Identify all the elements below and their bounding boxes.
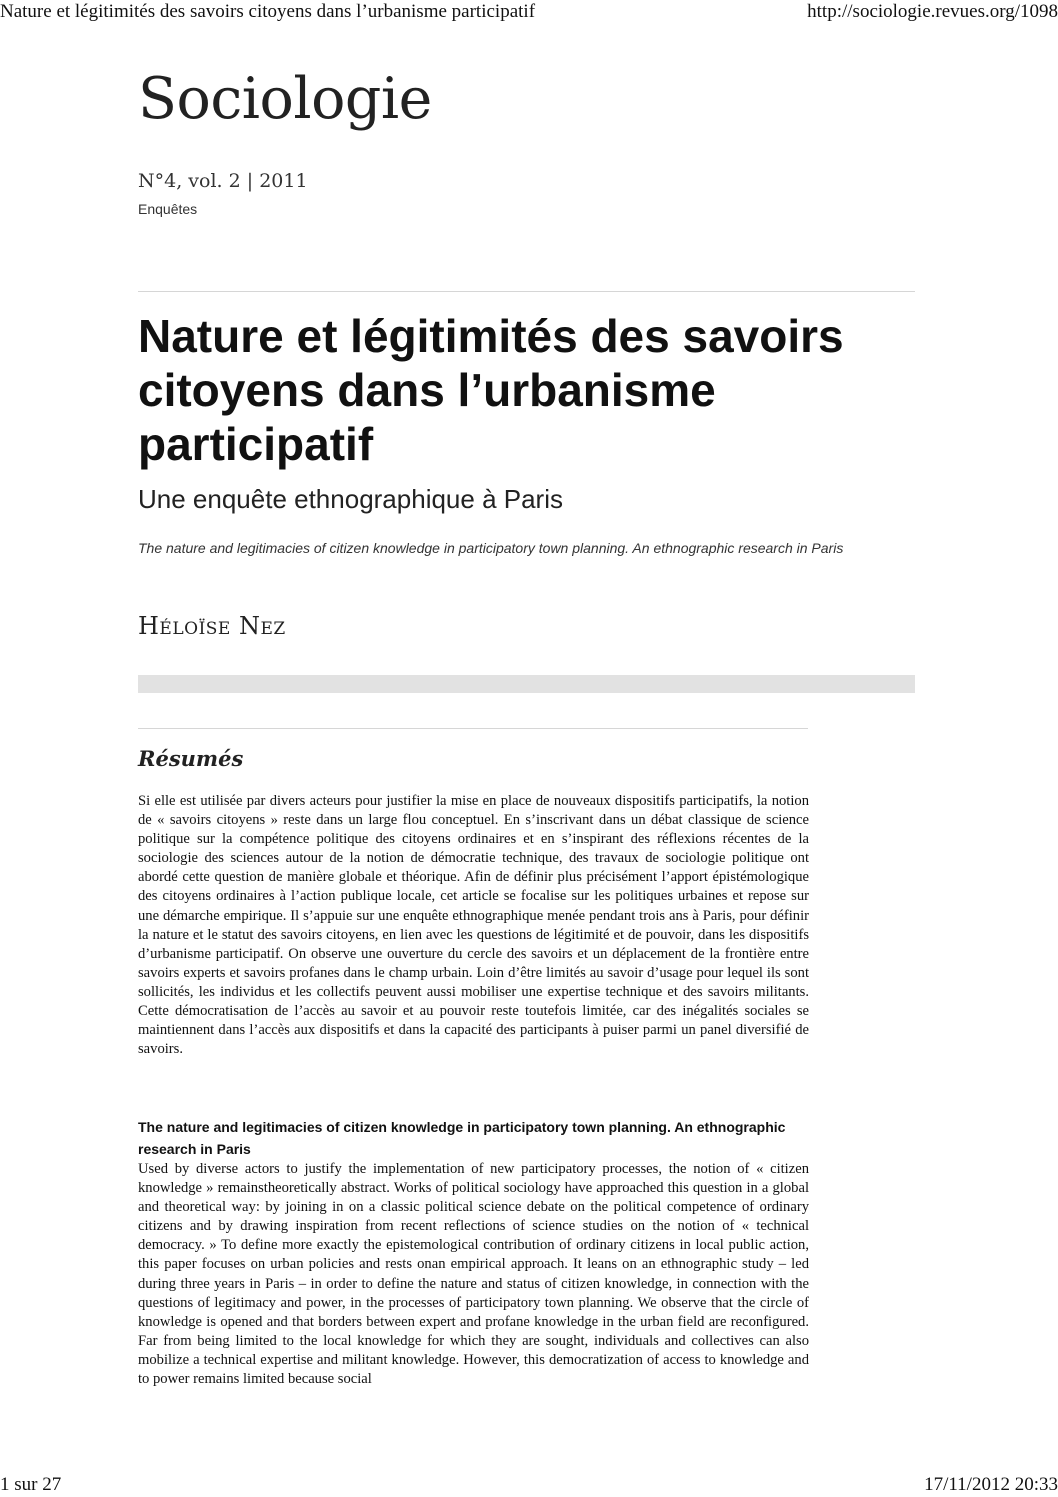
- abstract-en-heading: The nature and legitimacies of citizen knowledge in participatory town planning. An ethnographic research in Paris: [138, 1119, 786, 1157]
- article-title: Nature et légitimités des savoirs citoyens dans l’urbanisme participatif: [138, 310, 844, 470]
- print-footer-date: 17/11/2012 20:33: [924, 1474, 1058, 1495]
- toolbar-strip: [138, 675, 915, 693]
- journal-section[interactable]: Enquêtes: [138, 201, 198, 217]
- divider: [138, 291, 915, 292]
- journal-name[interactable]: Sociologie: [138, 66, 432, 132]
- print-header-title: Nature et légitimités des savoirs citoyens dans l’urbanisme participatif: [0, 1, 536, 22]
- abstract-fr: Si elle est utilisée par divers acteurs pour justifier la mise en place de nouveaux dispositifs participatifs, la notion de « savoirs citoyens » reste dans un large flou conceptuel. En s’inscrivant dans un débat classique de science politique sur la compétence politique des citoyens ordinaires et en s’inspirant des réflexions récentes de la sociologie des sciences autour de la notion de démocratie technique, des travaux de sociologie politique ont abordé cette question de manière globale et théorique. Afin de définir plus précisément l’apport épistémologique des citoyens ordinaires à l’action publique locale, cet article se focalise sur les politiques urbaines et repose sur une démarche empirique. Il s’appuie sur une enquête ethnographique menée pendant trois ans à Paris, pour définir la nature et le statut des savoirs citoyens, en lien avec les questions de légitimité et de pouvoir, dans les dispositifs d’urbanisme participatif. On observe une ouverture du cercle des savoirs et un déplacement de la frontière entre savoirs experts et savoirs profanes dans le champ urbain. Loin d’être limités au savoir d’usage pour lequel ils sont sollicités, les individus et les collectifs peuvent aussi mobiliser une expertise technique et des savoirs militants. Cette démocratisation de l’accès au savoir et au pouvoir reste toutefois limitée, car des inégalités sociales se maintiennent dans l’accès aux dispositifs et dans la capacité des participants à puiser parmi un panel diversifié de savoirs.: [138, 793, 809, 1058]
- article-subtitle: Une enquête ethnographique à Paris: [138, 484, 563, 514]
- print-footer-page: 1 sur 27: [0, 1474, 62, 1495]
- abstracts-heading: Résumés: [138, 746, 244, 771]
- divider: [138, 728, 808, 729]
- abstract-en: Used by diverse actors to justify the implementation of new participatory processes, the notion of « citizen knowledge » remainstheoretically abstract. Works of political sociology have approached this question in a global and theoretical way: by joining in on a classic political science debate on the political competence of ordinary citizens and by drawing inspiration from recent reflections of science studies on the notion of « technical democracy. » To define more exactly the epistemological contribution of ordinary citizens in local public action, this paper focuses on urban policies and rests onan empirical approach. It leans on an ethnographic study – led during three years in Paris – in order to define the nature and status of citizen knowledge, in connection with the questions of legitimacy and power, in the processes of participatory town planning. We observe that the circle of knowledge is opened and that borders between expert and profane knowledge in the urban field are reconfigured. Far from being limited to the local knowledge for which they are sought, individuals and collectives can also mobilize a technical expertise and militant knowledge. However, this democratization of access to knowledge and to power remains limited because social: [138, 1161, 809, 1388]
- journal-issue[interactable]: N°4, vol. 2 | 2011: [138, 170, 308, 192]
- print-header-url[interactable]: http://sociologie.revues.org/1098: [807, 1, 1058, 22]
- article-author[interactable]: Héloïse Nez: [138, 612, 286, 640]
- article-alt-title: The nature and legitimacies of citizen knowledge in participatory town planning. An ethnographic research in Paris: [138, 540, 844, 556]
